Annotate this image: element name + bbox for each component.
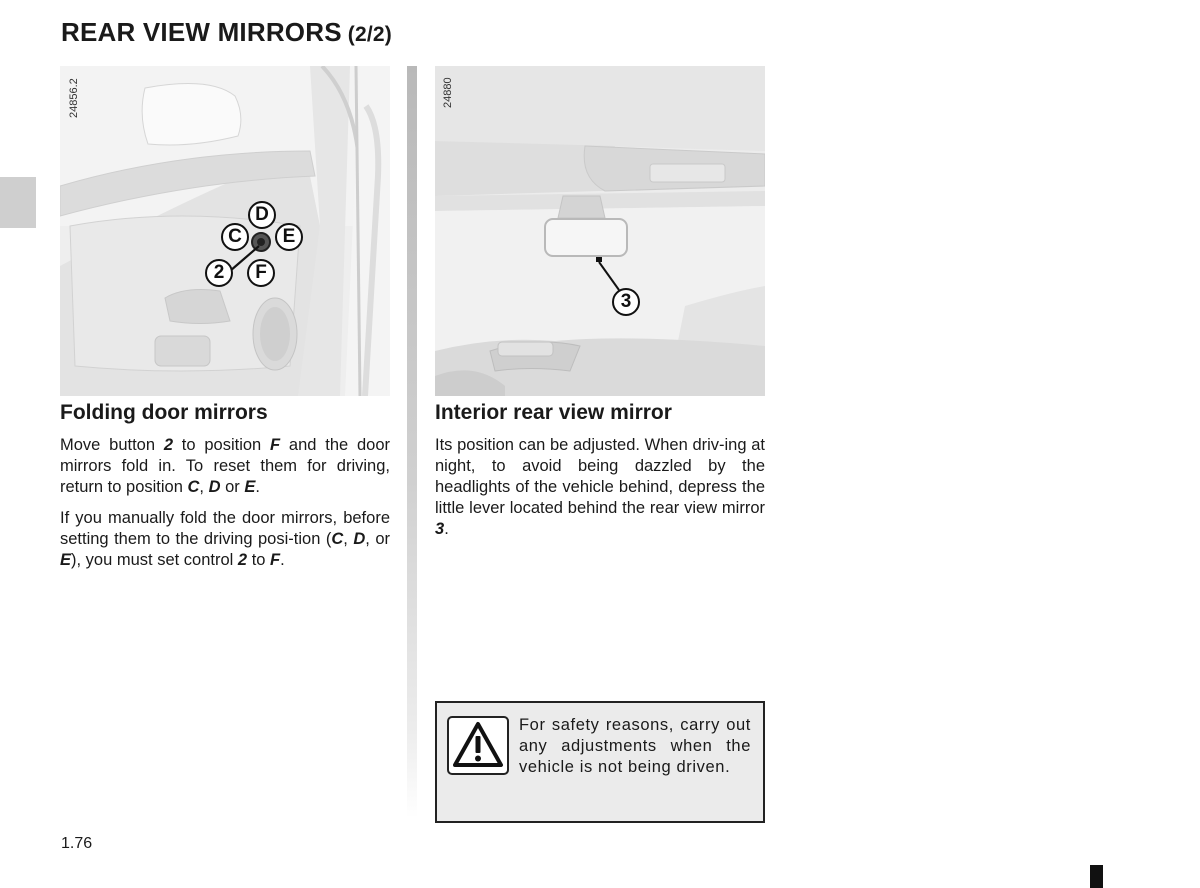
callout-3: 3 bbox=[612, 288, 640, 316]
interior-mirror-figure bbox=[435, 66, 765, 396]
page-title-suffix: (2/2) bbox=[347, 23, 392, 46]
figure-code: 24880 bbox=[442, 77, 454, 108]
page-title-main: REAR VIEW MIRRORS bbox=[61, 17, 342, 47]
rear-view-mirror bbox=[545, 219, 627, 256]
interior-mirror-heading: Interior rear view mirror bbox=[435, 401, 672, 424]
figure-code: 24856.2 bbox=[68, 78, 80, 118]
interior-mirror-illustration bbox=[435, 66, 765, 396]
interior-mirror-para: Its position can be adjusted. When driv-ing at night, to avoid being dazzled by the headlights of the vehicle behind, depress the little lever located behind the rear view mirror 3. bbox=[435, 436, 765, 538]
folding-mirrors-para-1: Move button 2 to position F and the door mirrors fold in. To reset them for driving, return to position C, D or E. bbox=[60, 436, 391, 496]
chapter-tab bbox=[0, 177, 36, 228]
page-title bbox=[61, 17, 392, 48]
folding-mirrors-para-2: If you manually fold the door mirrors, before setting them to the driving posi-tion (C, D, or E), you must set control 2 to F. bbox=[60, 509, 391, 569]
callout-c: C bbox=[221, 223, 249, 251]
warning-triangle-icon bbox=[447, 716, 509, 775]
callout-e: E bbox=[275, 223, 303, 251]
door-mirror-figure bbox=[60, 66, 390, 396]
folding-mirrors-heading: Folding door mirrors bbox=[60, 401, 268, 424]
callout-2: 2 bbox=[205, 259, 233, 287]
page-number: 1.76 bbox=[61, 835, 93, 852]
page-corner-mark bbox=[1090, 865, 1103, 888]
column-divider bbox=[407, 66, 417, 818]
warning-text: For safety reasons, carry out any adjustments when the vehicle is not being driven. bbox=[519, 716, 751, 776]
safety-warning-box bbox=[435, 701, 765, 823]
callout-f: F bbox=[247, 259, 275, 287]
callout-d: D bbox=[248, 201, 276, 229]
